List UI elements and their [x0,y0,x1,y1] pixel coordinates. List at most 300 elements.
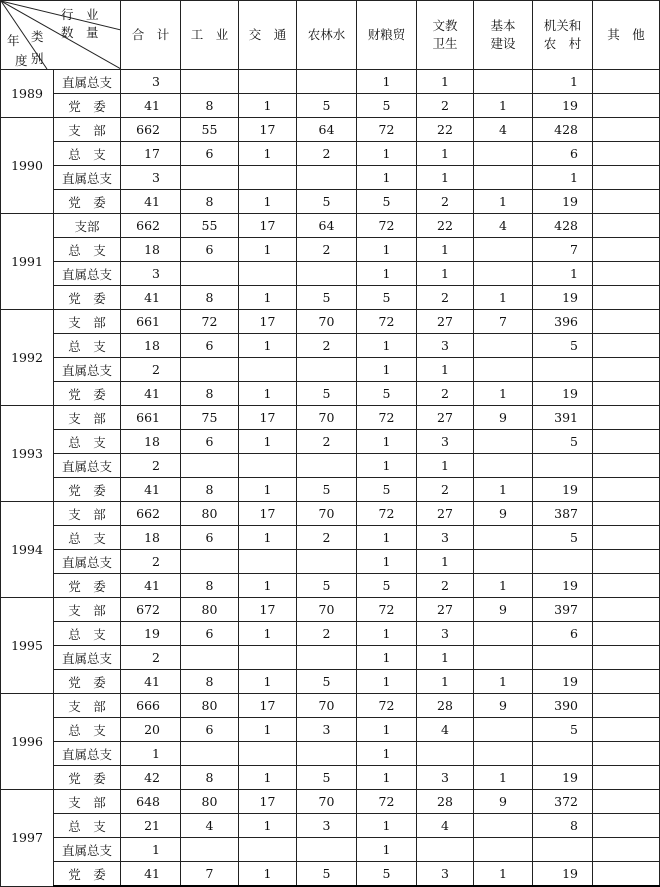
total-cell: 662 [121,214,181,238]
value-cell [593,358,660,382]
value-cell: 1 [357,142,417,166]
value-cell [593,718,660,742]
year-cell: 1994 [1,502,54,598]
value-cell [474,814,533,838]
value-cell: 1 [533,166,593,190]
diagonal-corner-header [1,1,121,70]
value-cell [474,550,533,574]
value-cell [181,454,239,478]
value-cell: 9 [474,598,533,622]
value-cell: 5 [297,286,357,310]
table-row [1,622,660,646]
value-cell: 2 [297,526,357,550]
table-row [1,478,660,502]
value-cell [474,166,533,190]
table-row [1,838,660,862]
value-cell: 1 [239,478,297,502]
value-cell: 3 [417,430,474,454]
total-cell: 661 [121,406,181,430]
col-header-line: 基本 [490,18,516,33]
value-cell: 72 [357,406,417,430]
total-cell: 662 [121,118,181,142]
value-cell: 4 [417,814,474,838]
org-type-cell: 支 部 [54,118,121,142]
org-type-cell: 支 部 [54,310,121,334]
value-cell [181,70,239,94]
value-cell: 19 [533,766,593,790]
org-type-cell: 支 部 [54,694,121,718]
table-row [1,310,660,334]
value-cell [593,190,660,214]
value-cell: 72 [357,790,417,814]
col-header-line: 交 通 [248,27,287,42]
value-cell: 17 [239,502,297,526]
table-row [1,358,660,382]
org-type-cell: 党 委 [54,286,121,310]
value-cell: 27 [417,502,474,526]
value-cell: 1 [417,70,474,94]
total-cell: 2 [121,550,181,574]
value-cell [239,262,297,286]
col-header [297,1,357,70]
total-cell: 41 [121,94,181,118]
value-cell: 4 [474,214,533,238]
total-cell: 41 [121,478,181,502]
col-header-line: 机关和 [543,18,582,33]
table-row [1,334,660,358]
value-cell [181,646,239,670]
value-cell: 28 [417,790,474,814]
table-row [1,502,660,526]
value-cell: 17 [239,406,297,430]
value-cell: 391 [533,406,593,430]
value-cell: 4 [181,814,239,838]
org-type-cell: 直属总支 [54,742,121,766]
value-cell [593,238,660,262]
total-cell: 41 [121,190,181,214]
value-cell [474,430,533,454]
value-cell: 3 [297,718,357,742]
corner-label-category-bottom: 别 [31,51,44,66]
value-cell [417,742,474,766]
org-type-cell: 总 支 [54,238,121,262]
value-cell: 1 [239,862,297,887]
value-cell: 1 [357,526,417,550]
value-cell: 5 [533,718,593,742]
value-cell [593,622,660,646]
value-cell: 5 [533,430,593,454]
value-cell [239,742,297,766]
value-cell: 6 [181,430,239,454]
value-cell [297,646,357,670]
value-cell: 6 [181,238,239,262]
value-cell: 72 [357,694,417,718]
value-cell: 1 [417,142,474,166]
value-cell: 1 [474,286,533,310]
total-cell: 41 [121,574,181,598]
value-cell: 64 [297,118,357,142]
value-cell: 1 [417,646,474,670]
total-cell: 648 [121,790,181,814]
org-type-cell: 直属总支 [54,358,121,382]
corner-label-year-top: 年 [7,33,20,48]
org-type-cell: 支 部 [54,598,121,622]
value-cell [239,454,297,478]
value-cell: 1 [474,190,533,214]
table-row [1,646,660,670]
value-cell: 70 [297,502,357,526]
value-cell: 8 [181,574,239,598]
value-cell: 1 [474,574,533,598]
table-row [1,118,660,142]
value-cell: 2 [417,574,474,598]
value-cell [297,742,357,766]
value-cell [593,214,660,238]
value-cell: 8 [181,478,239,502]
value-cell: 28 [417,694,474,718]
col-header-line: 合 计 [131,27,170,42]
value-cell [474,262,533,286]
value-cell [593,862,660,887]
value-cell: 70 [297,598,357,622]
value-cell: 9 [474,502,533,526]
total-cell: 18 [121,526,181,550]
value-cell: 3 [417,526,474,550]
value-cell: 6 [181,718,239,742]
value-cell: 1 [357,550,417,574]
col-header-line: 卫生 [432,36,458,51]
org-type-cell: 总 支 [54,718,121,742]
value-cell: 7 [181,862,239,887]
table-row [1,94,660,118]
table-row [1,718,660,742]
value-cell [593,598,660,622]
value-cell: 1 [474,382,533,406]
value-cell: 1 [357,262,417,286]
total-cell: 2 [121,646,181,670]
value-cell: 19 [533,670,593,694]
total-cell: 41 [121,862,181,887]
value-cell: 1 [239,574,297,598]
value-cell: 70 [297,310,357,334]
table-row [1,550,660,574]
org-type-cell: 党 委 [54,382,121,406]
value-cell: 387 [533,502,593,526]
value-cell [474,358,533,382]
table-row [1,70,660,94]
value-cell: 1 [357,334,417,358]
value-cell: 1 [357,814,417,838]
total-cell: 19 [121,622,181,646]
year-cell: 1991 [1,214,54,310]
value-cell: 6 [181,622,239,646]
value-cell: 3 [417,862,474,887]
value-cell: 8 [181,190,239,214]
value-cell: 1 [417,358,474,382]
value-cell: 5 [297,574,357,598]
header-row [1,1,660,70]
table-row [1,238,660,262]
table-row [1,694,660,718]
org-type-cell: 直属总支 [54,454,121,478]
value-cell: 1 [417,550,474,574]
value-cell: 80 [181,502,239,526]
value-cell: 1 [417,262,474,286]
org-type-cell: 党 委 [54,94,121,118]
total-cell: 41 [121,382,181,406]
value-cell: 1 [239,766,297,790]
value-cell: 2 [297,622,357,646]
col-header-line: 文教 [432,18,458,33]
value-cell [593,286,660,310]
value-cell [181,742,239,766]
col-header-line: 农林水 [307,27,346,42]
value-cell [181,166,239,190]
value-cell: 1 [239,286,297,310]
value-cell: 19 [533,478,593,502]
table-row [1,166,660,190]
value-cell [474,334,533,358]
value-cell: 19 [533,862,593,887]
org-type-cell: 支 部 [54,406,121,430]
value-cell [593,166,660,190]
value-cell: 8 [181,94,239,118]
value-cell: 5 [297,94,357,118]
value-cell [297,838,357,862]
value-cell: 1 [239,670,297,694]
col-header [417,1,474,70]
value-cell: 72 [357,502,417,526]
value-cell: 1 [474,478,533,502]
value-cell: 428 [533,214,593,238]
org-type-cell: 支部 [54,214,121,238]
org-type-cell: 支 部 [54,502,121,526]
value-cell: 70 [297,406,357,430]
value-cell [239,70,297,94]
value-cell: 8 [181,382,239,406]
total-cell: 42 [121,766,181,790]
total-cell: 18 [121,238,181,262]
value-cell: 22 [417,214,474,238]
value-cell: 396 [533,310,593,334]
value-cell [474,838,533,862]
year-cell: 1992 [1,310,54,406]
value-cell: 8 [181,286,239,310]
org-type-cell: 总 支 [54,142,121,166]
value-cell: 1 [417,166,474,190]
table-row [1,190,660,214]
value-cell [297,454,357,478]
value-cell [593,814,660,838]
value-cell: 4 [417,718,474,742]
value-cell [297,358,357,382]
value-cell: 1 [357,166,417,190]
value-cell: 72 [357,598,417,622]
col-header [593,1,660,70]
table-row [1,814,660,838]
value-cell [593,406,660,430]
value-cell [593,694,660,718]
value-cell [533,646,593,670]
col-header-line: 工 业 [190,27,229,42]
year-cell: 1996 [1,694,54,790]
value-cell: 17 [239,118,297,142]
value-cell: 428 [533,118,593,142]
total-cell: 41 [121,670,181,694]
value-cell [593,94,660,118]
value-cell: 2 [417,286,474,310]
value-cell: 1 [357,646,417,670]
value-cell: 1 [239,622,297,646]
value-cell [417,838,474,862]
value-cell [593,670,660,694]
total-cell: 1 [121,742,181,766]
value-cell: 2 [297,334,357,358]
org-type-cell: 总 支 [54,334,121,358]
value-cell [533,358,593,382]
value-cell: 5 [297,862,357,887]
total-cell: 3 [121,262,181,286]
value-cell: 75 [181,406,239,430]
value-cell: 2 [417,478,474,502]
value-cell: 5 [357,94,417,118]
col-header [357,1,417,70]
col-header-line: 其 他 [607,27,645,42]
value-cell: 5 [297,670,357,694]
value-cell [297,70,357,94]
value-cell [297,550,357,574]
year-cell: 1995 [1,598,54,694]
corner-label-category-top: 类 [31,29,44,44]
value-cell: 5 [297,766,357,790]
org-type-cell: 直属总支 [54,838,121,862]
value-cell: 1 [239,142,297,166]
value-cell [181,358,239,382]
value-cell [181,262,239,286]
value-cell: 72 [357,310,417,334]
value-cell: 1 [533,262,593,286]
value-cell [593,334,660,358]
org-type-cell: 总 支 [54,526,121,550]
value-cell: 5 [533,526,593,550]
total-cell: 3 [121,70,181,94]
col-header-line: 财粮贸 [367,27,406,42]
value-cell: 1 [474,94,533,118]
value-cell: 5 [357,862,417,887]
value-cell: 1 [239,430,297,454]
col-header [474,1,533,70]
col-header-line: 农 村 [543,36,582,51]
value-cell: 9 [474,406,533,430]
corner-label-industry: 行 业 [61,7,99,22]
value-cell: 3 [297,814,357,838]
org-type-cell: 直属总支 [54,646,121,670]
value-cell: 1 [239,190,297,214]
value-cell [239,166,297,190]
org-type-cell: 直属总支 [54,550,121,574]
value-cell [533,550,593,574]
value-cell [474,718,533,742]
value-cell: 7 [533,238,593,262]
year-cell: 1997 [1,790,54,887]
table-row [1,670,660,694]
value-cell: 5 [357,190,417,214]
org-type-cell: 总 支 [54,430,121,454]
year-cell: 1990 [1,118,54,214]
value-cell: 3 [417,334,474,358]
total-cell: 21 [121,814,181,838]
value-cell: 2 [297,238,357,262]
org-type-cell: 支 部 [54,790,121,814]
value-cell: 8 [533,814,593,838]
value-cell: 72 [357,118,417,142]
value-cell: 8 [181,766,239,790]
value-cell [593,526,660,550]
value-cell [474,742,533,766]
value-cell: 17 [239,694,297,718]
total-cell: 3 [121,166,181,190]
value-cell [593,550,660,574]
value-cell [593,142,660,166]
value-cell: 4 [474,118,533,142]
total-cell: 666 [121,694,181,718]
value-cell: 1 [357,430,417,454]
org-type-cell: 党 委 [54,190,121,214]
value-cell [593,118,660,142]
value-cell [533,454,593,478]
value-cell [593,646,660,670]
value-cell: 80 [181,790,239,814]
value-cell: 1 [474,766,533,790]
value-cell: 5 [357,478,417,502]
value-cell [593,310,660,334]
value-cell [593,502,660,526]
value-cell: 70 [297,790,357,814]
value-cell: 19 [533,574,593,598]
table-row [1,862,660,887]
value-cell [474,646,533,670]
value-cell: 5 [357,574,417,598]
value-cell: 1 [239,334,297,358]
table-row [1,766,660,790]
value-cell: 6 [533,142,593,166]
table-row [1,286,660,310]
value-cell [533,838,593,862]
value-cell: 1 [474,862,533,887]
value-cell: 6 [181,526,239,550]
corner-label-year-bottom: 度 [15,53,28,68]
total-cell: 1 [121,838,181,862]
total-cell: 2 [121,454,181,478]
value-cell [474,454,533,478]
value-cell: 1 [533,70,593,94]
value-cell: 17 [239,598,297,622]
value-cell: 2 [417,382,474,406]
col-header [181,1,239,70]
value-cell: 1 [417,670,474,694]
col-header [121,1,181,70]
value-cell: 1 [357,670,417,694]
table-row [1,574,660,598]
total-cell: 672 [121,598,181,622]
value-cell: 19 [533,94,593,118]
value-cell [593,790,660,814]
value-cell: 70 [297,694,357,718]
value-cell: 1 [239,814,297,838]
value-cell: 1 [417,238,474,262]
value-cell: 5 [357,286,417,310]
value-cell [297,262,357,286]
